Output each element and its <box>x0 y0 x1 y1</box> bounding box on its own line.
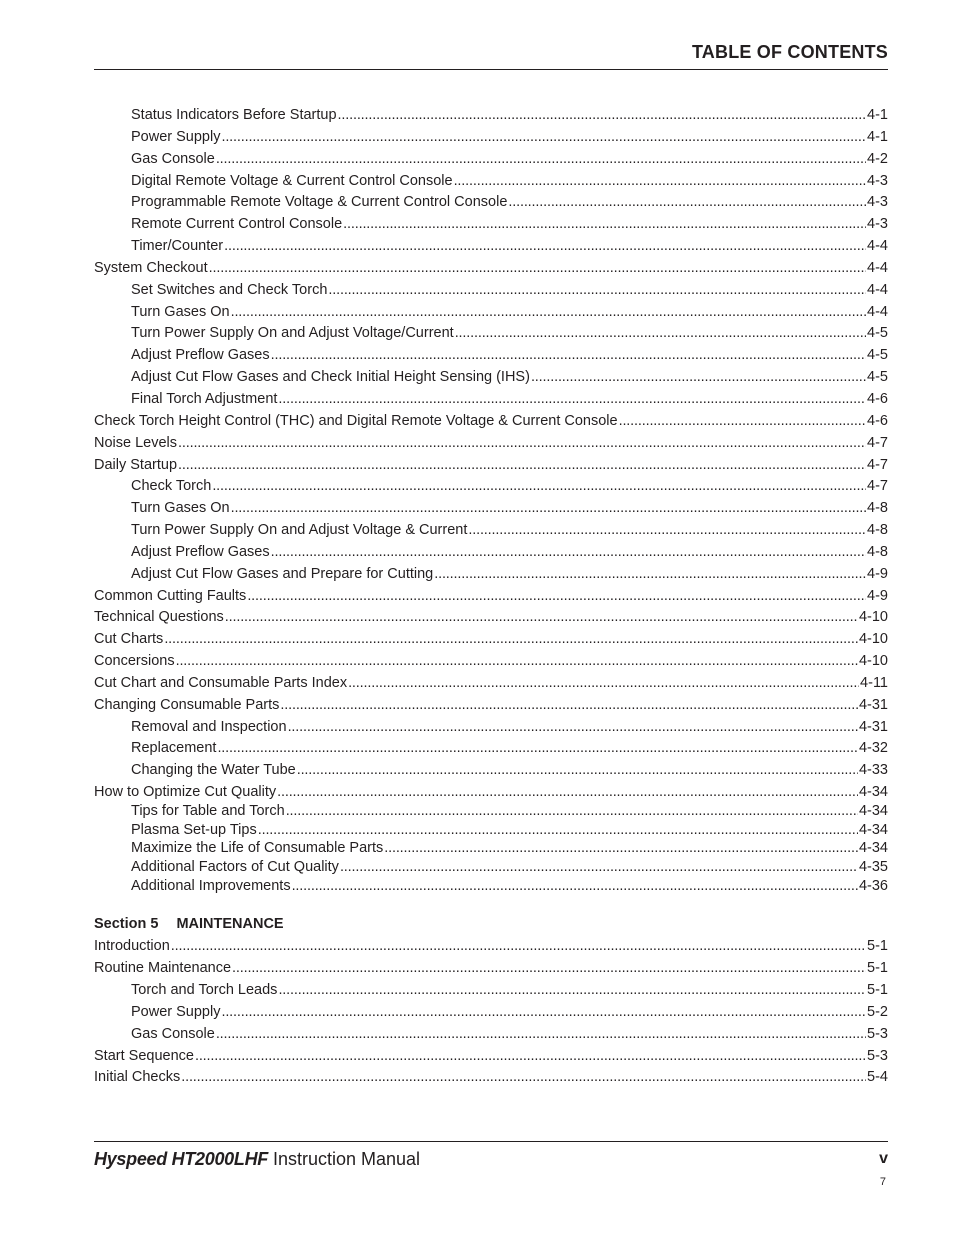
toc-entry-page: 4-9 <box>867 587 888 604</box>
toc-entry-page: 4-34 <box>858 784 888 801</box>
toc-entry-label: Initial Checks <box>94 1069 181 1086</box>
dot-leader <box>181 1069 866 1085</box>
toc-entry[interactable] <box>94 697 888 719</box>
toc-entry-label: Maximize the Life of Consumable Parts <box>131 840 384 857</box>
toc-entry[interactable] <box>94 413 888 435</box>
dot-leader <box>348 675 859 691</box>
dot-leader <box>508 194 866 210</box>
toc-entry-page: 4-7 <box>867 456 888 473</box>
dot-leader <box>286 803 858 819</box>
toc-entry[interactable] <box>94 878 888 897</box>
toc-entry-label: Torch and Torch Leads <box>131 981 278 998</box>
dot-leader <box>221 1004 866 1020</box>
toc-entry-label: Adjust Cut Flow Gases and Prepare for Cutting <box>131 565 434 582</box>
toc-entry-label: Adjust Preflow Gases <box>131 347 270 364</box>
toc-entry-label: Check Torch Height Control (THC) and Digital Remote Voltage & Current Console <box>94 412 618 429</box>
toc-entry-label: Power Supply <box>131 1003 221 1020</box>
dot-leader <box>221 129 866 145</box>
toc-entry[interactable] <box>94 675 888 697</box>
toc-entry[interactable] <box>94 260 888 282</box>
toc-entry-page: 5-1 <box>867 960 888 977</box>
toc-entry-page: 4-4 <box>867 238 888 255</box>
dot-leader <box>434 566 866 582</box>
toc-entry-page: 5-4 <box>867 1069 888 1086</box>
toc-entry[interactable] <box>94 1069 888 1091</box>
toc-entry-label: Additional Improvements <box>131 877 291 894</box>
toc-entry-page: 4-3 <box>867 194 888 211</box>
dot-leader <box>164 631 858 647</box>
toc-entry-page: 5-1 <box>867 981 888 998</box>
dot-leader <box>328 282 866 298</box>
dot-leader <box>232 960 866 976</box>
toc-entry[interactable] <box>94 938 888 960</box>
toc-entry-page: 4-36 <box>858 877 888 894</box>
section-heading <box>94 916 888 938</box>
toc-entry[interactable] <box>94 107 888 129</box>
toc-entry[interactable] <box>94 129 888 151</box>
header-rule <box>94 69 888 70</box>
dot-leader <box>195 1048 866 1064</box>
toc-entry-page: 5-2 <box>867 1003 888 1020</box>
toc-entry-label: Cut Chart and Consumable Parts Index <box>94 674 348 691</box>
toc-entry-label: Adjust Cut Flow Gases and Check Initial Height Sensing (IHS) <box>131 369 530 386</box>
toc-entry-page: 4-11 <box>860 674 888 691</box>
toc-entry-page: 4-8 <box>867 543 888 560</box>
toc-entry[interactable] <box>94 859 888 878</box>
toc-entry-label: Remote Current Control Console <box>131 216 343 233</box>
dot-leader <box>278 982 866 998</box>
toc-entry-page: 4-4 <box>867 259 888 276</box>
toc-entry[interactable] <box>94 740 888 762</box>
toc-entry-label: Power Supply <box>131 128 221 145</box>
toc-entry-page: 4-1 <box>867 128 888 145</box>
toc-entry-label: Daily Startup <box>94 456 178 473</box>
dot-leader <box>209 260 866 276</box>
toc-entry-label: Noise Levels <box>94 434 178 451</box>
toc-entry-label: Gas Console <box>131 150 215 167</box>
toc-entry-page: 4-34 <box>858 840 888 857</box>
toc-group-section-4 <box>94 107 888 784</box>
toc-entry[interactable] <box>94 822 888 841</box>
toc-entry-page: 4-4 <box>867 281 888 298</box>
dot-leader <box>277 784 858 800</box>
toc-entry-page: 4-34 <box>858 821 888 838</box>
toc-entry-page: 4-9 <box>867 565 888 582</box>
toc-entry[interactable] <box>94 566 888 588</box>
toc-entry[interactable] <box>94 194 888 216</box>
footer-rule <box>94 1141 888 1142</box>
toc-entry[interactable] <box>94 325 888 347</box>
toc-entry-page: 4-6 <box>867 412 888 429</box>
dot-leader <box>216 1026 866 1042</box>
toc-entry-page: 4-5 <box>867 347 888 364</box>
toc-entry-page: 4-10 <box>858 653 888 670</box>
dot-leader <box>278 391 866 407</box>
toc-entry-label: Check Torch <box>131 478 212 495</box>
toc-entry-label: Tips for Table and Torch <box>131 802 285 819</box>
toc-entry-label: Turn Power Supply On and Adjust Voltage/Current <box>131 325 454 342</box>
toc-entry-label: System Checkout <box>94 259 208 276</box>
dot-leader <box>225 609 858 625</box>
toc-entry-page: 4-1 <box>867 107 888 123</box>
dot-leader <box>343 216 866 232</box>
toc-entry[interactable] <box>94 369 888 391</box>
toc-entry[interactable] <box>94 522 888 544</box>
dot-leader <box>340 859 858 875</box>
dot-leader <box>454 173 866 189</box>
dot-leader <box>224 238 866 254</box>
dot-leader <box>247 588 866 604</box>
toc-entry-label: Concersions <box>94 653 175 670</box>
toc-entry-page: 4-32 <box>858 740 888 757</box>
dot-leader <box>531 369 866 385</box>
toc-entry-label: Start Sequence <box>94 1047 194 1064</box>
toc-entry-label: Turn Power Supply On and Adjust Voltage & Current <box>131 522 468 539</box>
toc-entry-page: 4-31 <box>858 696 888 713</box>
table-of-contents <box>94 107 888 1091</box>
dot-leader <box>280 697 858 713</box>
footer-subtitle: Instruction Manual <box>272 1149 421 1169</box>
toc-entry[interactable] <box>94 304 888 326</box>
toc-entry-page: 5-3 <box>867 1025 888 1042</box>
toc-entry-page: 4-3 <box>867 172 888 189</box>
toc-entry-page: 4-7 <box>867 478 888 495</box>
toc-entry-page: 4-33 <box>858 762 888 779</box>
dot-leader <box>178 435 866 451</box>
toc-entry-label: Final Torch Adjustment <box>131 390 278 407</box>
dot-leader <box>338 107 867 123</box>
dot-leader <box>455 325 866 341</box>
section-number: Section 5 <box>94 916 159 933</box>
toc-entry-page: 4-31 <box>858 718 888 735</box>
toc-entry-label: Gas Console <box>131 1025 215 1042</box>
toc-entry-label: Turn Gases On <box>131 500 230 517</box>
footer-manual-title <box>94 1149 420 1170</box>
footer-pdf-page: 7 <box>879 1176 886 1188</box>
dot-leader <box>271 544 866 560</box>
toc-entry-label: Timer/Counter <box>131 238 224 255</box>
toc-group-section-5 <box>94 938 888 1091</box>
dot-leader <box>212 478 866 494</box>
toc-entry-page: 4-3 <box>867 216 888 233</box>
toc-entry-page: 4-5 <box>867 325 888 342</box>
toc-entry-label: Adjust Preflow Gases <box>131 543 270 560</box>
toc-entry-page: 4-10 <box>858 609 888 626</box>
toc-entry[interactable] <box>94 544 888 566</box>
toc-entry[interactable] <box>94 1048 888 1070</box>
toc-entry-label: Technical Questions <box>94 609 224 626</box>
toc-entry-page: 4-6 <box>867 390 888 407</box>
toc-entry-label: Changing Consumable Parts <box>94 696 280 713</box>
toc-entry-page: 5-1 <box>867 938 888 955</box>
dot-leader <box>171 938 866 954</box>
dot-leader <box>176 653 858 669</box>
toc-entry[interactable] <box>94 762 888 784</box>
toc-entry[interactable] <box>94 653 888 675</box>
dot-leader <box>271 347 866 363</box>
dot-leader <box>292 878 858 894</box>
toc-entry-label: Introduction <box>94 938 170 955</box>
toc-entry-label: Programmable Remote Voltage & Current Control Console <box>131 194 508 211</box>
toc-entry-label: Turn Gases On <box>131 303 230 320</box>
toc-entry-label: Status Indicators Before Startup <box>131 107 337 123</box>
toc-entry[interactable] <box>94 151 888 173</box>
footer-brand: Hyspeed HT2000LHF <box>94 1149 268 1169</box>
toc-entry-page: 4-34 <box>858 802 888 819</box>
toc-entry[interactable] <box>94 784 888 803</box>
dot-leader <box>231 500 866 516</box>
toc-entry[interactable] <box>94 478 888 500</box>
toc-entry[interactable] <box>94 282 888 304</box>
toc-entry-label: Additional Factors of Cut Quality <box>131 858 339 875</box>
toc-entry[interactable] <box>94 238 888 260</box>
toc-entry[interactable] <box>94 347 888 369</box>
dot-leader <box>297 762 858 778</box>
toc-entry-page: 4-8 <box>867 500 888 517</box>
toc-entry[interactable] <box>94 803 888 822</box>
dot-leader <box>288 719 858 735</box>
toc-entry[interactable] <box>94 588 888 610</box>
dot-leader <box>231 304 866 320</box>
toc-entry-label: Digital Remote Voltage & Current Control Console <box>131 172 453 189</box>
page-header-title: TABLE OF CONTENTS <box>691 42 888 62</box>
dot-leader <box>468 522 866 538</box>
toc-entry[interactable] <box>94 500 888 522</box>
toc-entry[interactable] <box>94 960 888 982</box>
toc-entry-label: Set Switches and Check Torch <box>131 281 328 298</box>
toc-entry-label: Plasma Set-up Tips <box>131 821 257 838</box>
toc-entry[interactable] <box>94 1004 888 1026</box>
toc-entry-page: 4-5 <box>867 369 888 386</box>
toc-entry-label: Routine Maintenance <box>94 960 232 977</box>
dot-leader <box>619 413 866 429</box>
toc-entry-label: Changing the Water Tube <box>131 762 296 779</box>
toc-entry-page: 4-35 <box>858 858 888 875</box>
toc-entry[interactable] <box>94 1026 888 1048</box>
dot-leader <box>384 840 858 856</box>
toc-entry[interactable] <box>94 457 888 479</box>
toc-entry-label: Cut Charts <box>94 631 164 648</box>
toc-entry[interactable] <box>94 982 888 1004</box>
toc-entry[interactable] <box>94 840 888 859</box>
toc-entry[interactable] <box>94 173 888 195</box>
toc-entry-page: 5-3 <box>867 1047 888 1064</box>
toc-entry-page: 4-7 <box>867 434 888 451</box>
footer-roman-page: v <box>879 1150 888 1167</box>
toc-entry-label: Common Cutting Faults <box>94 587 247 604</box>
dot-leader <box>178 457 866 473</box>
toc-entry-label: Replacement <box>131 740 217 757</box>
dot-leader <box>258 822 858 838</box>
toc-entry-page: 4-10 <box>858 631 888 648</box>
toc-entry-label: Removal and Inspection <box>131 718 287 735</box>
toc-entry[interactable] <box>94 631 888 653</box>
toc-entry[interactable] <box>94 609 888 631</box>
section-title: MAINTENANCE <box>176 916 284 933</box>
toc-entry[interactable] <box>94 435 888 457</box>
dot-leader <box>216 151 866 167</box>
toc-entry-label: How to Optimize Cut Quality <box>94 784 277 801</box>
toc-entry[interactable] <box>94 216 888 238</box>
dot-leader <box>217 740 858 756</box>
toc-entry-page: 4-2 <box>867 150 888 167</box>
toc-group-cut-quality <box>94 784 888 896</box>
toc-entry-page: 4-8 <box>867 522 888 539</box>
toc-entry[interactable] <box>94 719 888 741</box>
toc-entry[interactable] <box>94 391 888 413</box>
toc-entry-page: 4-4 <box>867 303 888 320</box>
